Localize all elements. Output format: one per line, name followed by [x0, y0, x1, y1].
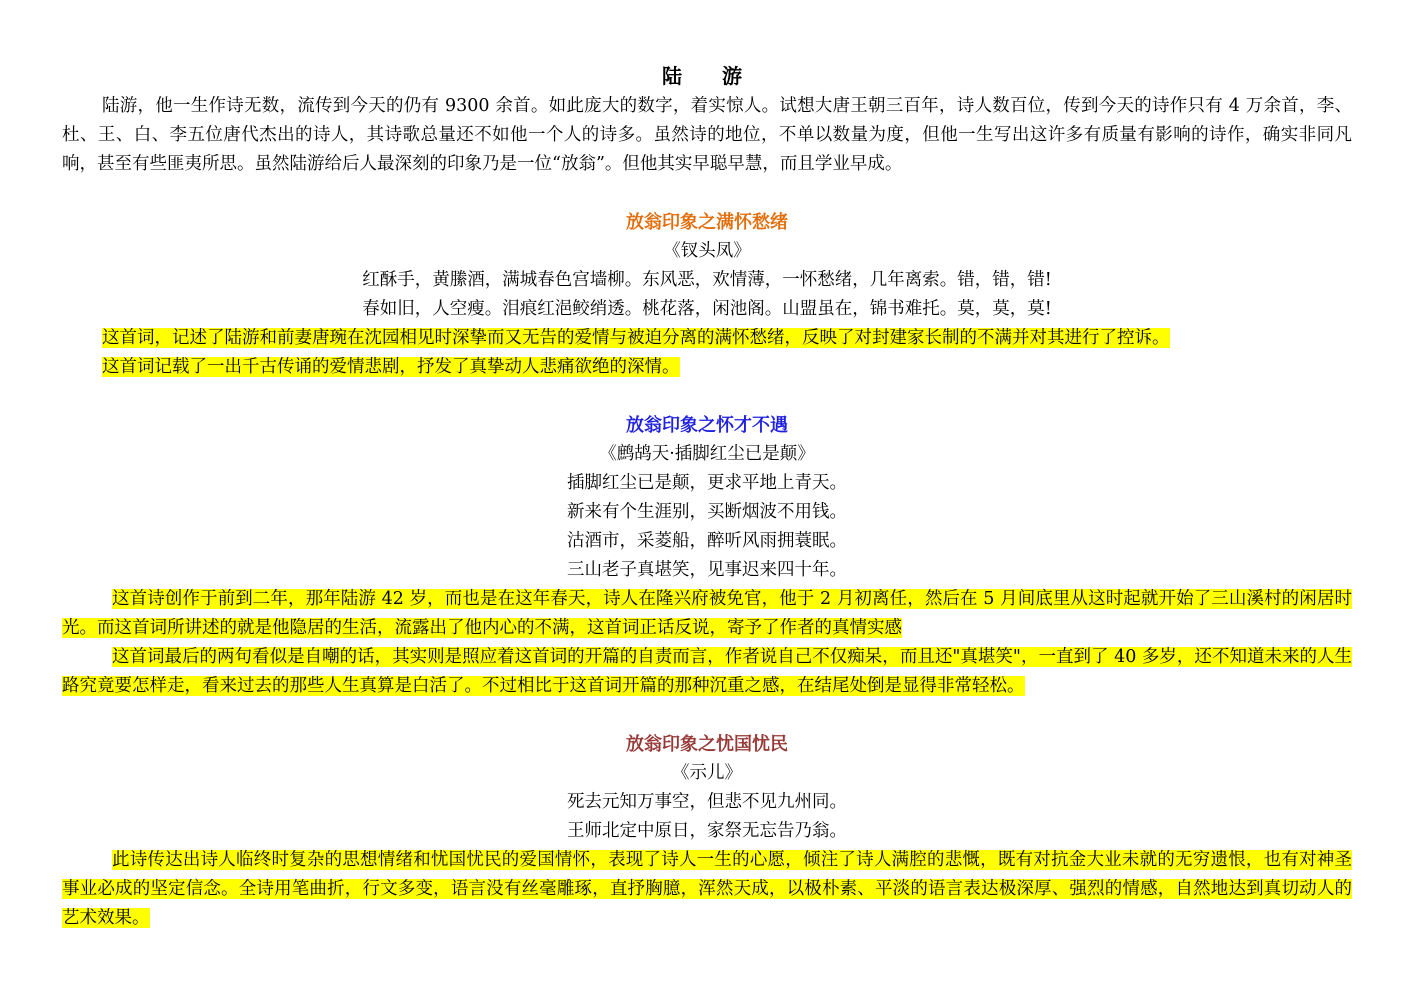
section2-poem-line: 新来有个生涯别，买断烟波不用钱。	[567, 502, 847, 522]
section1-poem-line: 红酥手，黄縢酒，满城春色宫墙柳。东风恶，欢情薄，一怀愁绪，几年离索。错，错，错!	[362, 270, 1052, 290]
section1-note: 这首词，记述了陆游和前妻唐琬在沈园相见时深挚而又无告的爱情与被迫分离的满怀愁绪，反映了对封建家长制的不满并对其进行了控诉。	[102, 328, 1170, 348]
section3-poem-line: 死去元知万事空，但悲不见九州同。	[567, 792, 847, 812]
section2-poem-line: 沽酒市，采菱船，醉听风雨拥蓑眠。	[567, 531, 847, 551]
section1-poem-title: 《钗头凤》	[663, 241, 751, 261]
section1-note: 这首词记载了一出千古传诵的爱情悲剧，抒发了真挚动人悲痛欲绝的深情。	[102, 357, 680, 377]
section1-heading: 放翁印象之满怀愁绪	[626, 212, 788, 233]
section2-note: 这首词最后的两句看似是自嘲的话，其实则是照应着这首词的开篇的自责而言，作者说自己不仅痴呆，而且还"真堪笑"，一直到了 40 多岁，还不知道未来的人生路究竟要怎样走，看来过去的那些人生真算是白活了。不过相比于这首词开篇的那种沉重之感，在结尾处倒是显得非常轻松。	[62, 647, 1352, 696]
section3-heading: 放翁印象之忧国忧民	[626, 734, 788, 755]
section3-note: 此诗传达出诗人临终时复杂的思想情绪和忧国忧民的爱国情怀，表现了诗人一生的心愿，倾注了诗人满腔的悲慨，既有对抗金大业未就的无穷遗恨，也有对神圣事业必成的坚定信念。全诗用笔曲折，行文多变，语言没有丝毫雕琢，直抒胸臆，浑然天成，以极朴素、平淡的语言表达极深厚、强烈的情感，自然地达到真切动人的艺术效果。	[62, 850, 1352, 928]
section2-poem-line: 插脚红尘已是颠，更求平地上青天。	[567, 473, 847, 493]
section2-poem-title: 《鹧鸪天·插脚红尘已是颠》	[599, 444, 815, 464]
section1-poem-line: 春如旧，人空瘦。泪痕红浥鲛绡透。桃花落，闲池阁。山盟虽在，锦书难托。莫，莫，莫!	[362, 299, 1052, 319]
page-title: 陆 游	[662, 64, 752, 88]
section2-note: 这首诗创作于前到二年，那年陆游 42 岁，而也是在这年春天，诗人在隆兴府被免官，他于 2 月初离任，然后在 5 月间底里从这时起就开始了三山溪村的闲居时光。而这首词所讲述的就是他隐居的生活，流露出了他内心的不满，这首词正话反说，寄予了作者的真情实感	[62, 589, 1352, 638]
section3-poem-line: 王师北定中原日，家祭无忘告乃翁。	[567, 821, 847, 841]
section2-heading: 放翁印象之怀才不遇	[626, 415, 788, 436]
section2-poem-line: 三山老子真堪笑，见事迟来四十年。	[567, 560, 847, 580]
section3-poem-title: 《示儿》	[672, 763, 742, 783]
intro-paragraph: 陆游，他一生作诗无数，流传到今天的仍有 9300 余首。如此庞大的数字，着实惊人。试想大唐王朝三百年，诗人数百位，传到今天的诗作只有 4 万余首，李、杜、王、白、李五位唐代杰出的诗人，其诗歌总量还不如他一个人的诗多。虽然诗的地位，不单以数量为度，但他一生写出这许多有质量有影响的诗作，确实非同凡响，甚至有些匪夷所思。虽然陆游给后人最深刻的印象乃是一位“放翁”。但他其实早聪早慧，而且学业早成。	[62, 96, 1352, 174]
document-page	[62, 62, 1352, 933]
